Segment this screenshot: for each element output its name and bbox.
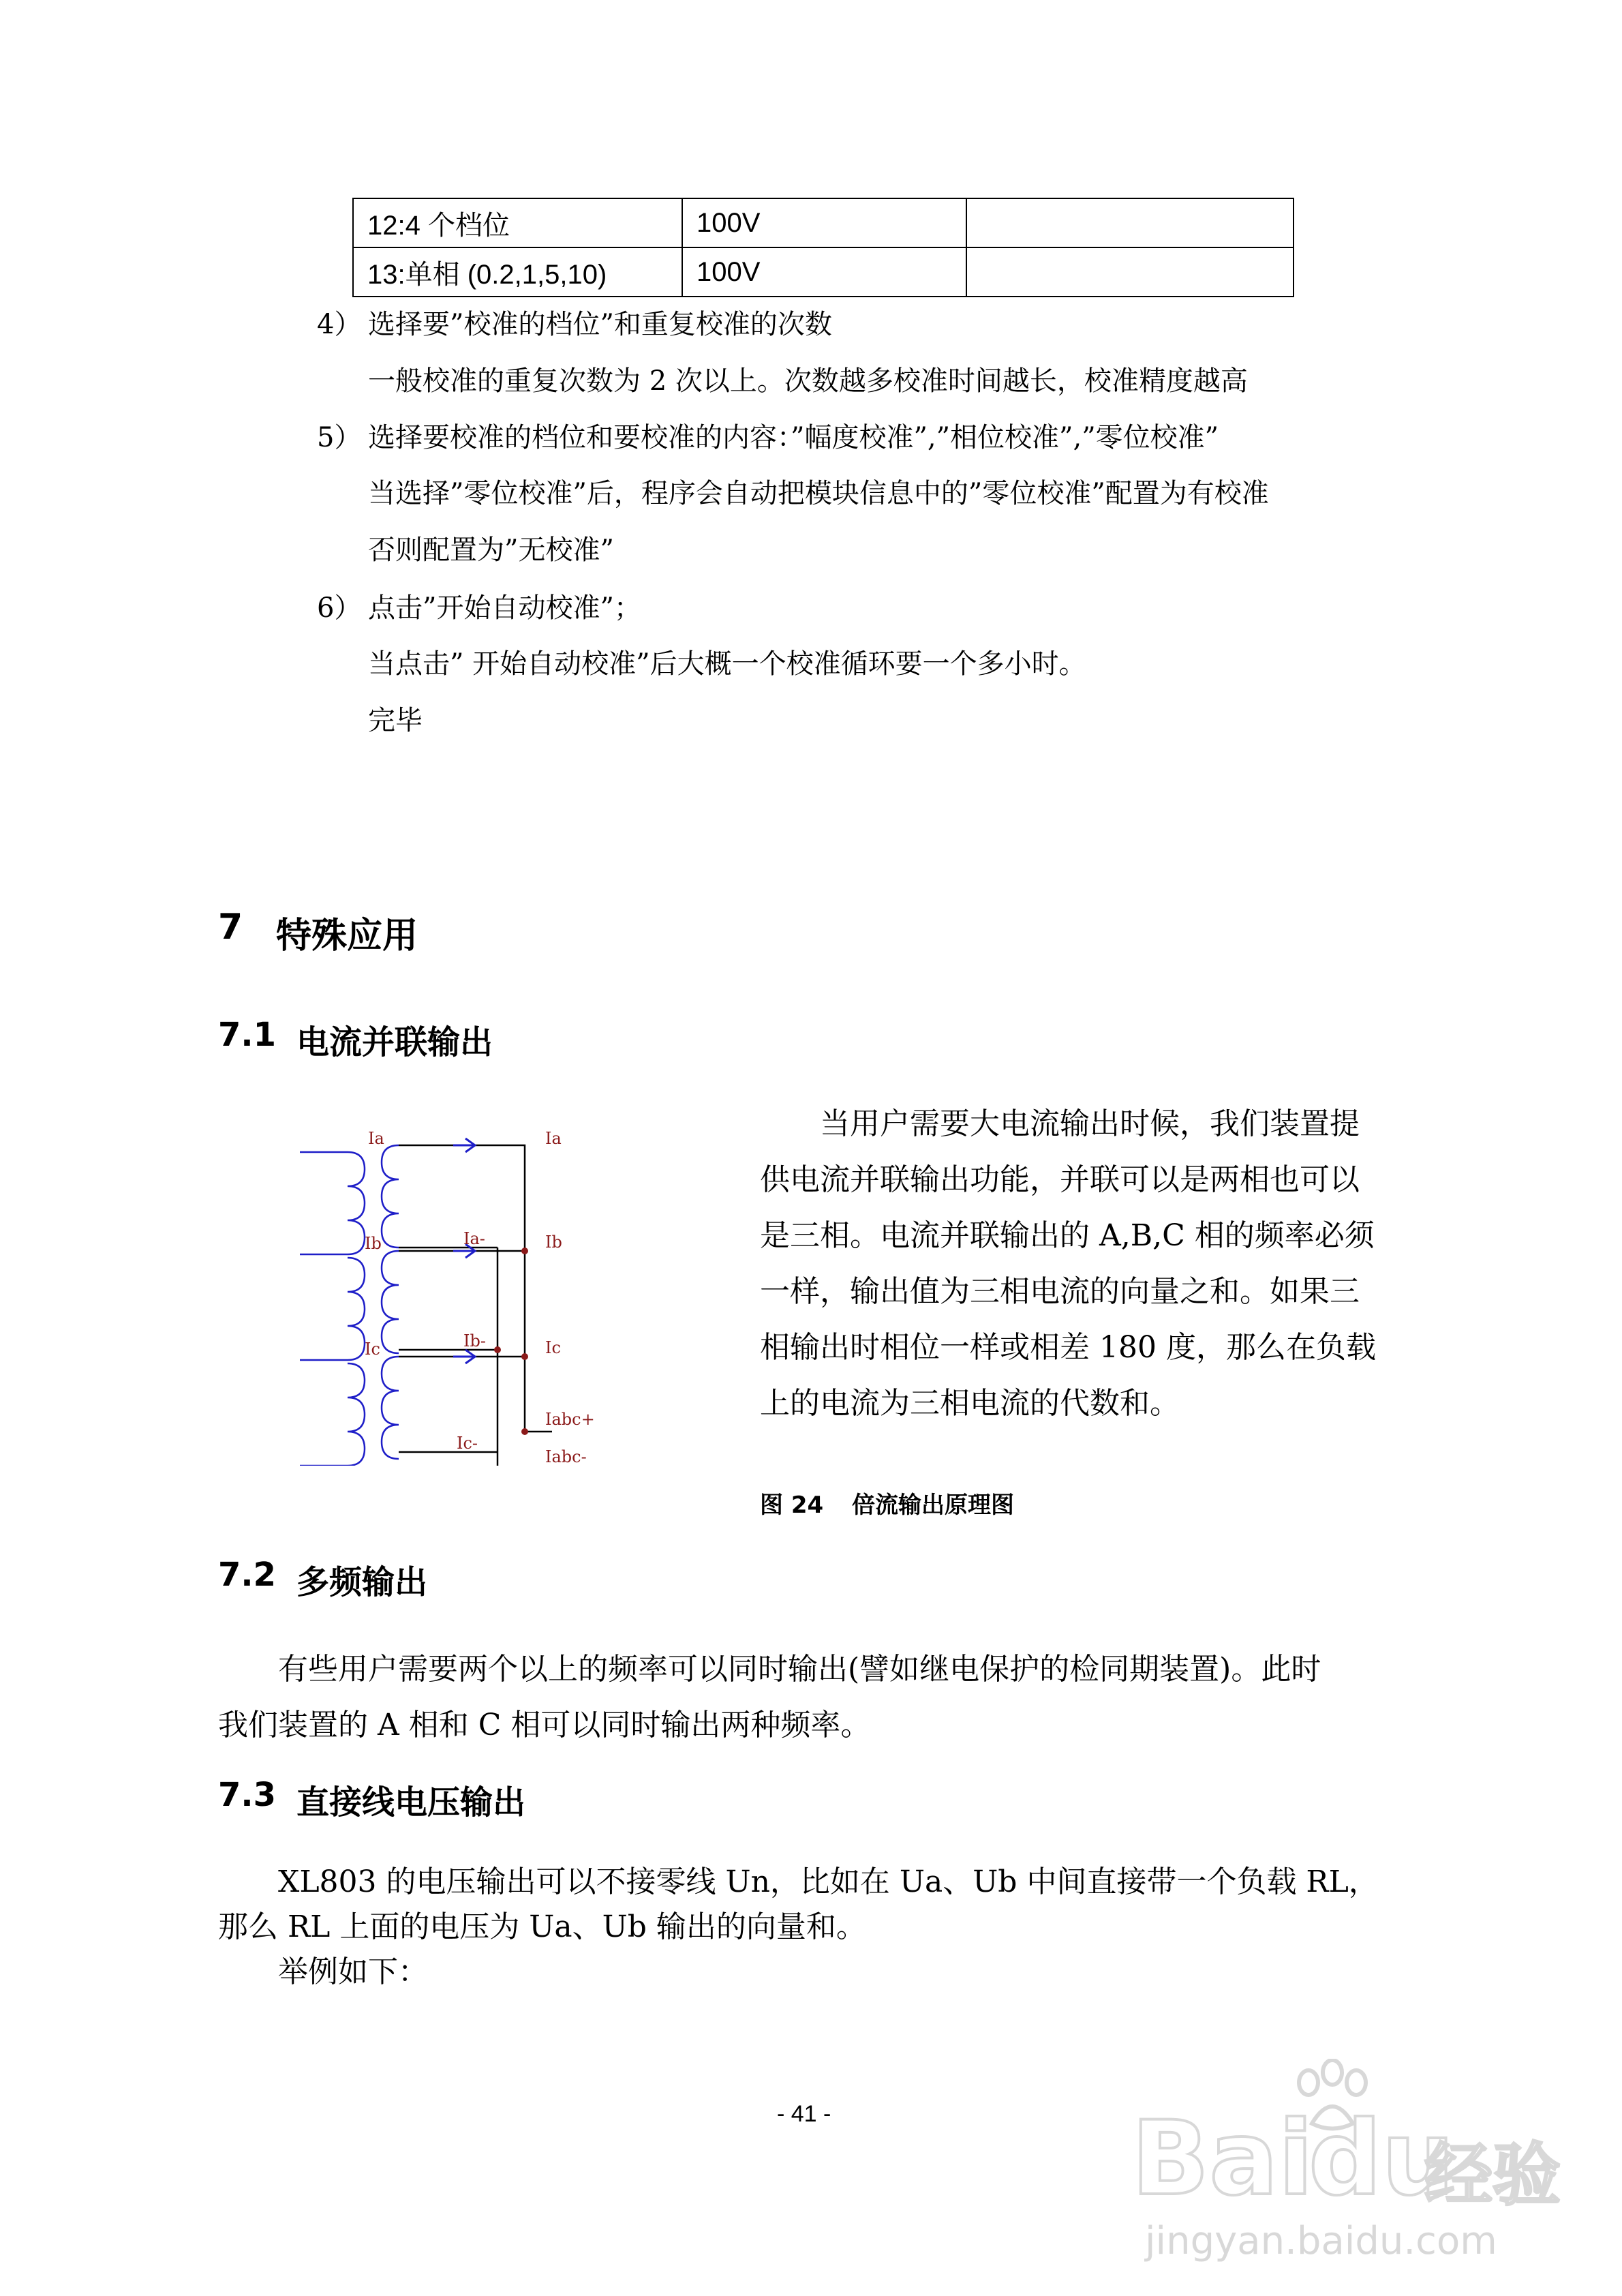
table-row [353,247,1294,297]
paragraph-line: 那么 RL 上面的电压为 Ua、Ub 输出的向量和。 [218,1909,866,1944]
parallel-current-diagram [300,1111,613,1466]
watermark-brand: Bai [1131,2100,1313,2218]
baidu-watermark [1131,2059,1561,2263]
paragraph-line: 相输出时相位一样或相差 180 度，那么在负载 [760,1330,1376,1365]
diagram-label-right: Ic [545,1338,561,1357]
paragraph-line: XL803 的电压输出可以不接零线 Un，比如在 Ua、Ub 中间直接带一个负载 RL， [278,1864,1379,1899]
paragraph-line: 我们装置的 A 相和 C 相可以同时输出两种频率。 [218,1708,871,1742]
section-7-3-number: 7.3 [218,1776,277,1814]
diagram-label-minus: Ic- [457,1434,478,1453]
step-5-detail: 当选择”零位校准”后，程序会自动把模块信息中的”零位校准”配置为有校准 [368,478,1269,509]
paragraph-line: 举例如下： [278,1954,428,1989]
wire-a [399,1145,525,1432]
figure-caption-text: 倍流输出原理图 [852,1492,1014,1519]
watermark-suffix: 经验 [1424,2135,1561,2215]
table-cell [966,247,1294,297]
step-5-number: 5） [317,422,362,453]
diagram-label-right: Ia [545,1129,562,1148]
coil-c-primary [300,1363,365,1466]
watermark-url: jingyan.baidu.com [1145,2219,1497,2263]
diagram-label-left: Ic [365,1340,380,1359]
diagram-label-minus: Ib- [463,1331,486,1350]
diagram-label-right: Iabc+ [545,1410,595,1429]
node [494,1346,501,1353]
section-7-3-paragraph [218,1860,1445,1995]
section-7-2-title: 多频输出 [296,1563,428,1601]
coil-b-primary [300,1258,365,1360]
coil-c-secondary [382,1357,399,1459]
coil-a-secondary [382,1145,399,1248]
node [521,1428,528,1435]
diagram-label-left: Ia [368,1129,384,1148]
paragraph-line: 有些用户需要两个以上的频率可以同时输出(譬如继电保护的检同期装置)。此时 [278,1652,1321,1687]
paragraph-line: 当用户需要大电流输出时候，我们装置提 [820,1106,1360,1141]
arrow-a [453,1138,475,1152]
coil-a-primary [300,1152,365,1254]
arrow-c [453,1350,475,1363]
node [521,1353,528,1360]
step-4-detail: 一般校准的重复次数为 2 次以上。次数越多校准时间越长，校准精度越高 [368,365,1248,397]
figure-caption-number: 图 24 [760,1492,824,1519]
section-7-2-number: 7.2 [218,1556,277,1594]
table-cell [966,198,1294,247]
section-7-2-paragraph [218,1642,1431,1753]
diagram-label-right: Iabc- [545,1447,587,1466]
coil-b-secondary [382,1251,399,1353]
diagram-label-minus: Ia- [463,1229,485,1248]
table-row [353,198,1294,247]
page-number: - 41 - [777,2101,831,2127]
step-6-title: 点击”开始自动校准”； [368,592,641,624]
paragraph-line: 一样，输出值为三相电流的向量之和。如果三 [760,1274,1360,1309]
table-cell: 100V [682,198,966,247]
step-6-detail-2: 完毕 [368,705,423,736]
paragraph-line: 供电流并联输出功能，并联可以是两相也可以 [760,1162,1360,1197]
section-7-1-number: 7.1 [218,1016,277,1054]
table-cell: 13:单相 (0.2,1,5,10) [353,247,682,297]
step-5-title: 选择要校准的档位和要校准的内容：”幅度校准”,”相位校准”,”零位校准” [368,422,1219,453]
paragraph-line: 是三相。电流并联输出的 A,B,C 相的频率必须 [760,1218,1375,1253]
spec-table [352,198,1294,297]
step-4-number: 4） [317,309,362,340]
section-7-title: 特殊应用 [276,916,418,956]
table-cell: 100V [682,247,966,297]
diagram-label-left: Ib [365,1234,382,1253]
step-4-title: 选择要”校准的档位”和重复校准的次数 [368,309,832,340]
step-6-number: 6） [317,592,362,624]
watermark-brand-2: du [1309,2100,1455,2218]
section-7-1-paragraph [760,1096,1414,1432]
section-7-1-title: 电流并联输出 [296,1023,493,1061]
node [521,1248,528,1254]
section-7-number: 7 [218,907,243,948]
step-5-detail-2: 否则配置为”无校准” [368,534,614,566]
diagram-label-right: Ib [545,1233,562,1252]
paragraph-line: 上的电流为三相电流的代数和。 [760,1386,1180,1421]
step-6-detail: 当点击” 开始自动校准”后大概一个校准循环要一个多小时。 [368,648,1086,680]
table-cell: 12:4 个档位 [353,198,682,247]
section-7-3-title: 直接线电压输出 [296,1783,526,1822]
